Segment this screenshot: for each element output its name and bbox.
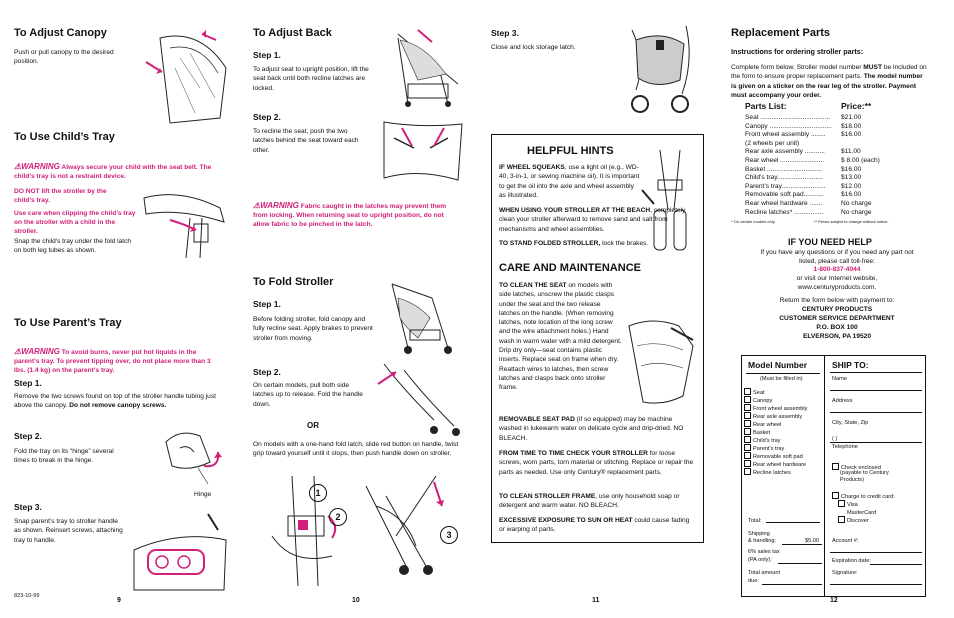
care-check-stroller: FROM TIME TO TIME CHECK YOUR STROLLER for loose screws, worn parts, torn material or stitching. Replace or repair the parts as needed. Use only Century® replacement parts. — [499, 450, 694, 476]
fold-step2-illustration — [374, 360, 470, 440]
form-item[interactable] — [744, 428, 807, 436]
step-number-1: 1 — [309, 484, 327, 502]
check-enclosed-option[interactable]: Check enclosed — [832, 463, 881, 472]
address-line-4: ELVERSON, PA 19520 — [802, 333, 872, 340]
part-name: Parent’s tray........................ — [745, 182, 826, 190]
fold-step1-heading: Step 1. — [253, 299, 281, 309]
hinge-illustration — [160, 422, 230, 490]
childs-tray-lift-warning: DO NOT lift the stroller by the child’s tray. — [14, 187, 107, 204]
address-label: Address — [832, 398, 853, 404]
form-item[interactable] — [744, 404, 807, 412]
part-name: Removable soft pad........... — [745, 191, 824, 199]
sales-tax-label: 6% sales tax — [748, 549, 780, 555]
care-sun-heat: EXCESSIVE EXPOSURE TO SUN OR HEAT could cause fading or warping of parts. — [499, 517, 690, 534]
page-number-9: 9 — [117, 597, 121, 604]
form-item-label: Front wheel assembly — [753, 406, 808, 412]
care-seat-pad: REMOVABLE SEAT PAD (if so equipped) may be machine washed in lukewarm water on delicate cycle and drip-dried. NO BLEACH. — [499, 416, 684, 442]
must-fill-note: (Must be filled in) — [760, 376, 803, 382]
signature-label: Signature: — [832, 570, 858, 576]
parts-list — [745, 114, 925, 217]
fold-or-label: OR — [307, 421, 319, 430]
model-number-label: Model Number — [748, 360, 808, 370]
warning-badge: ⚠WARNING — [14, 161, 60, 171]
form-item-checkbox[interactable] — [744, 428, 751, 435]
form-item-label: Child’s tray — [753, 438, 781, 444]
fold-alt-text: On models with a one-hand fold latch, slide red button on handle, twist grip toward yourself until it stops, then push handle down on stroller. — [253, 441, 459, 458]
credit-card-option[interactable]: Charge to credit card: — [832, 492, 895, 501]
fold-step2-heading: Step 2. — [253, 367, 281, 377]
hint-squeaks: IF WHEEL SQUEAKS, use a light oil (e.g., WD-40, 3-in-1, or sewing machine oil). It is important to get the oil into the axle and wheel assembly as illustrated. — [499, 164, 640, 199]
check-enclosed-checkbox[interactable] — [832, 463, 839, 470]
form-item[interactable] — [744, 452, 807, 460]
document-code: 823-10-99 — [14, 593, 40, 599]
part-price: $13.00 — [841, 174, 862, 182]
website-link[interactable]: www.centuryproducts.com. — [797, 284, 877, 291]
adjust-canopy-text: Push or pull canopy to the desired position. — [14, 49, 114, 66]
back-step1-text: To adjust seat to upright position, lift the seat back until both recline latches are locked. — [253, 66, 369, 92]
need-help-heading: IF YOU NEED HELP — [788, 237, 872, 247]
recline-illustration — [378, 108, 468, 188]
part-price: $16.00 — [841, 131, 862, 139]
parents-step1-text: Remove the two screws found on top of the stroller handle tubing just above the canopy. Do not remove canopy screws. — [14, 393, 216, 410]
check-products-note: Products) — [840, 477, 864, 483]
address-line-2: CUSTOMER SERVICE DEPARTMENT — [779, 315, 895, 322]
discover-checkbox[interactable] — [838, 516, 845, 523]
website-intro: or visit our Internet website, — [796, 275, 878, 282]
fold-stroller-heading: To Fold Stroller — [253, 276, 334, 288]
total-label: Total: — [748, 518, 762, 524]
parts-row — [745, 123, 925, 132]
hint-stand: TO STAND FOLDED STROLLER, lock the brakes. — [499, 240, 649, 247]
address-line-3: P.O. BOX 100 — [816, 324, 858, 331]
step-number-3: 3 — [440, 526, 458, 544]
part-name: Basket .............................. — [745, 165, 822, 173]
back-step1-heading: Step 1. — [253, 50, 281, 60]
fold-step2-text: On certain models, pull both side latches up to release. Fold the handle down. — [253, 382, 363, 408]
care-maintenance-heading: CARE AND MAINTENANCE — [499, 262, 641, 274]
form-item[interactable] — [744, 436, 807, 444]
parts-footnote-models: * On certain models only. — [731, 219, 776, 224]
warning-badge: ⚠WARNING — [14, 346, 60, 356]
hint-beach: WHEN USING YOUR STROLLER AT THE BEACH, completely clean your stroller afterward to remove sand and salt from mechanisms and wheel assemblies. — [499, 207, 686, 233]
childs-tray-clip-warning: Use care when clipping the child’s tray on the stroller with a child in the stroller. — [14, 209, 136, 236]
parts-row — [745, 191, 925, 200]
phone-parens: ( ) — [832, 436, 838, 442]
care-clean-frame: TO CLEAN STROLLER FRAME, use only household soap or detergent and warm water. NO BLEACH. — [499, 493, 680, 510]
form-item-label: Rear wheel — [753, 422, 782, 428]
card-mastercard[interactable]: MasterCard — [847, 510, 877, 516]
fold-step1-illustration — [378, 278, 468, 358]
form-item-checkbox[interactable] — [744, 468, 751, 475]
parts-row — [745, 140, 925, 149]
parts-row — [745, 157, 925, 166]
storage-step3-text: Close and lock storage latch. — [491, 44, 576, 51]
page-number-12: 12 — [830, 597, 838, 604]
part-price: $16.00 — [841, 191, 862, 199]
ship-line-top[interactable] — [830, 372, 922, 373]
back-step2-heading: Step 2. — [253, 112, 281, 122]
part-name: Front wheel assembly ........ — [745, 131, 826, 139]
ordering-instructions-heading: Instructions for ordering stroller parts: — [731, 47, 864, 56]
part-price: $21.00 — [841, 114, 862, 121]
toll-free-phone[interactable]: 1-800-837-4044 — [813, 266, 861, 273]
part-name: Canopy .................................. — [745, 122, 832, 130]
childs-tray-warning: ⚠WARNING Always secure your child with the seat belt. The child’s tray is not a restraint device. — [14, 161, 212, 180]
warning-badge: ⚠WARNING — [253, 200, 299, 210]
phone-line[interactable] — [830, 442, 922, 443]
shipping-line — [782, 544, 822, 545]
need-help-text: If you have any questions or if you need any part not listed, please call toll-free: — [760, 249, 914, 266]
parts-row — [745, 166, 925, 175]
form-item-label: Rear axle assembly — [753, 414, 803, 420]
parents-step1-heading: Step 1. — [14, 378, 42, 388]
form-item-label: Canopy — [753, 398, 773, 404]
one-hand-fold-illustration — [262, 476, 352, 586]
check-payable-note: (payable to Century — [840, 470, 889, 476]
part-name: Rear wheel ........................ — [745, 156, 825, 164]
form-divider — [824, 356, 825, 596]
part-price: $12.00 — [841, 182, 862, 190]
ordering-instructions-text: Complete form below. Stroller model number MUST be included on the form to ensure proper replacement parts. The model number is given on a sticker on the rear leg of the stroller. Payment must accompany your order. — [731, 64, 927, 99]
credit-card-checkbox[interactable] — [832, 492, 839, 499]
handling-label: & handling: — [748, 538, 776, 544]
page-number-11: 11 — [592, 597, 600, 604]
form-item-checkbox[interactable] — [744, 420, 751, 427]
visa-checkbox[interactable] — [838, 500, 845, 507]
parents-tray-warning: ⚠WARNING To avoid burns, never put hot liquids in the parent’s tray. To prevent tipping over, do not place more than 3 lbs. (1.4 kg) on the parent’s tray. — [14, 346, 211, 375]
form-item-list — [744, 388, 807, 476]
storage-latch-illustration — [616, 20, 706, 116]
part-price: $ 8.00 (each) — [841, 156, 880, 164]
account-line[interactable] — [830, 552, 922, 553]
signature-line[interactable] — [830, 584, 922, 585]
form-item-checkbox[interactable] — [744, 460, 751, 467]
part-name: Recline latches* ................ — [745, 208, 824, 216]
form-item-label: Rear wheel hardware — [753, 462, 807, 468]
form-item-label: Removable soft pad — [753, 454, 803, 460]
part-name: (2 wheels per unit) — [745, 139, 800, 147]
form-item-checkbox[interactable] — [744, 388, 751, 395]
name-line[interactable] — [830, 390, 922, 391]
form-item[interactable] — [744, 468, 807, 476]
pa-only-label: (PA only): — [748, 557, 772, 563]
part-price: $18.00 — [841, 122, 862, 130]
childs-tray-text: Snap the child's tray under the fold latch on both leg tubes as shown. — [14, 238, 132, 255]
helpful-hints-heading: HELPFUL HINTS — [527, 145, 614, 157]
total-line[interactable] — [766, 522, 820, 523]
parts-row — [745, 114, 925, 123]
adjust-canopy-heading: To Adjust Canopy — [14, 27, 107, 39]
total-amount-label: Total amount — [748, 570, 781, 576]
form-item-checkbox[interactable] — [744, 412, 751, 419]
care-clean-seat: TO CLEAN THE SEAT on models with side latches, unscrew the plastic clasps under the seat and the two release latches on the handle. (When removing latches, note location of the long screw and the wire attachment holes.) Hand wash in warm water with a mild detergent. Drip dry only—seat contains plastic inserts. Replace seat on frame when dry. Reattach wires to latches, then screw latches and clasps back onto stroller frame. — [499, 282, 622, 392]
form-item[interactable] — [744, 388, 807, 396]
part-price: No charge — [841, 199, 872, 207]
expiration-line[interactable] — [870, 564, 922, 565]
adjust-back-illustration — [378, 24, 468, 108]
storage-step3-heading: Step 3. — [491, 28, 519, 38]
form-item-label: Parent’s tray — [753, 446, 785, 452]
part-price: $16.00 — [841, 165, 862, 173]
childs-tray-heading: To Use Child’s Tray — [14, 131, 115, 143]
tax-line[interactable] — [778, 563, 822, 564]
form-item[interactable] — [744, 420, 807, 428]
hinge-label: Hinge — [194, 491, 212, 498]
part-price: No charge — [841, 208, 872, 216]
form-item-checkbox[interactable] — [744, 436, 751, 443]
part-name: Child’s tray......................... — [745, 174, 823, 182]
page-number-10: 10 — [352, 597, 360, 604]
address-line[interactable] — [830, 412, 922, 413]
card-visa[interactable]: Visa — [838, 500, 858, 509]
parts-row — [745, 174, 925, 183]
parts-row — [745, 148, 925, 157]
parts-row — [745, 200, 925, 209]
telephone-label: Telephone — [832, 444, 858, 450]
back-step2-text: To recline the seat, push the two latches behind the seat toward each other. — [253, 128, 359, 154]
form-item[interactable] — [744, 444, 807, 452]
account-label: Account #: — [832, 538, 859, 544]
back-warning: ⚠WARNING Fabric caught in the latches may prevent them from locking. When returning seat to upright position, do not allow fabric to be pinched in the latch. — [253, 200, 447, 229]
parents-step3-text: Snap parent’s tray to stroller handle as shown. Reinsert screws, attaching tray to handle. — [14, 518, 123, 544]
form-item-label: Seat — [753, 390, 765, 396]
childs-tray-illustration — [140, 178, 232, 260]
form-item[interactable] — [744, 396, 807, 404]
parents-tray-illustration — [130, 510, 230, 592]
due-label: due: — [748, 578, 759, 584]
name-label: Name — [832, 376, 847, 382]
part-name: Rear axle assembly ........... — [745, 148, 825, 156]
parts-row — [745, 209, 925, 218]
seat-cleaning-illustration — [623, 306, 701, 416]
ship-to-label: SHIP TO: — [832, 360, 869, 370]
model-number-line[interactable] — [746, 373, 820, 374]
form-item-label: Basket — [753, 430, 771, 436]
adjust-back-heading: To Adjust Back — [253, 27, 332, 39]
form-item-checkbox[interactable] — [744, 404, 751, 411]
card-discover[interactable]: Discover — [838, 516, 869, 525]
shipping-label: Shipping — [748, 531, 770, 537]
form-item-checkbox[interactable] — [744, 396, 751, 403]
parents-step3-heading: Step 3. — [14, 502, 42, 512]
parents-tray-heading: To Use Parent’s Tray — [14, 317, 122, 329]
parents-step2-heading: Step 2. — [14, 431, 42, 441]
part-price: $11.00 — [841, 148, 861, 156]
parents-step2-text: Fold the tray on its “hinge” several times to break in the hinge. — [14, 448, 114, 465]
canopy-illustration — [140, 28, 232, 126]
form-item[interactable] — [744, 412, 807, 420]
expiration-label: Expiration date: — [832, 558, 871, 564]
step-number-2: 2 — [329, 508, 347, 526]
form-item-checkbox[interactable] — [744, 452, 751, 459]
fold-step1-text: Before folding stroller, fold canopy and fully recline seat. Apply brakes to prevent stroller from moving. — [253, 316, 373, 342]
form-item-label: Recline latches — [753, 470, 791, 476]
part-name: Seat ...................................... — [745, 114, 831, 121]
total-due-line[interactable] — [762, 584, 822, 585]
price-label: Price:** — [841, 101, 872, 111]
replacement-parts-heading: Replacement Parts — [731, 27, 831, 39]
city-label: City, State, Zip — [832, 420, 869, 426]
address-line-1: CENTURY PRODUCTS — [801, 306, 873, 313]
parts-list-label: Parts List: — [745, 101, 787, 111]
shipping-amount: $5.00 — [805, 538, 819, 544]
part-name: Rear wheel hardware ....... — [745, 199, 823, 207]
parts-row — [745, 131, 925, 140]
parts-row — [745, 183, 925, 192]
return-form-text: Return the form below with payment to: — [779, 297, 895, 304]
parts-footnote-prices: ** Prices subject to change without notice. — [814, 219, 889, 224]
form-item[interactable] — [744, 460, 807, 468]
form-item-checkbox[interactable] — [744, 444, 751, 451]
order-form — [741, 355, 926, 597]
